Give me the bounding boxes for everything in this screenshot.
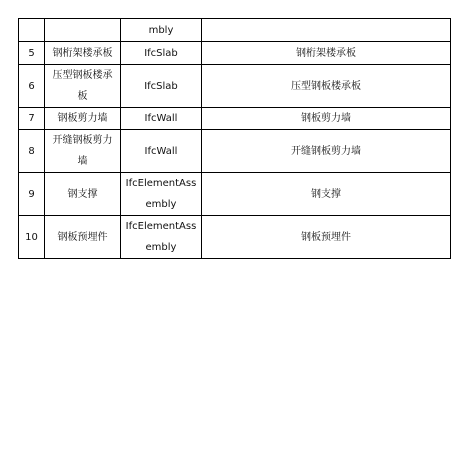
component-name: 钢板预埋件	[57, 231, 108, 243]
component-name: 钢板剪力墙	[57, 113, 108, 124]
ifc-class-cell	[121, 65, 202, 108]
row-number-cell	[19, 19, 45, 42]
description-cell	[202, 130, 451, 173]
ifc-class: mbly	[148, 24, 174, 36]
row-number-cell	[19, 130, 45, 173]
table-row	[19, 130, 451, 173]
description: 钢桁架楼承板	[296, 47, 356, 59]
table-row	[19, 216, 451, 259]
row-number: 6	[28, 80, 35, 92]
ifc-class-cell	[121, 42, 202, 65]
ifc-class-cell	[121, 173, 202, 216]
description: 钢支撑	[311, 188, 341, 200]
description-cell	[202, 108, 451, 130]
table-row	[19, 19, 451, 42]
component-name: 钢桁架楼承板	[52, 47, 113, 59]
ifc-class: IfcSlab	[144, 47, 178, 59]
description: 钢板剪力墙	[301, 113, 351, 124]
row-number: 8	[28, 145, 35, 157]
row-number-cell	[19, 108, 45, 130]
component-name-cell	[45, 108, 121, 130]
component-name: 开缝钢板剪力墙	[52, 135, 113, 167]
component-name-cell	[45, 173, 121, 216]
component-name-cell	[45, 42, 121, 65]
component-name-cell	[45, 65, 121, 108]
component-name: 压型钢板楼承板	[52, 70, 113, 102]
ifc-class: IfcSlab	[144, 80, 178, 92]
row-number-cell	[19, 65, 45, 108]
component-name: 钢支撑	[67, 188, 98, 200]
description: 压型钢板楼承板	[291, 80, 361, 92]
row-number: 10	[25, 231, 38, 243]
description: 钢板预埋件	[301, 231, 351, 243]
ifc-class: IfcElementAssembly	[125, 221, 197, 253]
table-row	[19, 65, 451, 108]
ifc-class-cell	[121, 216, 202, 259]
component-name-cell	[45, 19, 121, 42]
table-row	[19, 108, 451, 130]
table-row	[19, 42, 451, 65]
row-number: 7	[28, 113, 35, 124]
ifc-class: IfcWall	[144, 113, 178, 124]
ifc-class-cell	[121, 130, 202, 173]
description-cell	[202, 65, 451, 108]
row-number: 9	[28, 188, 35, 200]
row-number: 5	[28, 47, 35, 59]
ifc-class: IfcElementAssembly	[125, 178, 197, 210]
row-number-cell	[19, 216, 45, 259]
table-row	[19, 173, 451, 216]
ifc-class-cell	[121, 108, 202, 130]
component-name-cell	[45, 216, 121, 259]
description-cell	[202, 173, 451, 216]
ifc-class-cell	[121, 19, 202, 42]
component-mapping-table	[18, 18, 451, 259]
row-number-cell	[19, 173, 45, 216]
description: 开缝钢板剪力墙	[291, 145, 361, 157]
row-number-cell	[19, 42, 45, 65]
component-name-cell	[45, 130, 121, 173]
description-cell	[202, 19, 451, 42]
description-cell	[202, 42, 451, 65]
ifc-class: IfcWall	[144, 145, 178, 157]
description-cell	[202, 216, 451, 259]
